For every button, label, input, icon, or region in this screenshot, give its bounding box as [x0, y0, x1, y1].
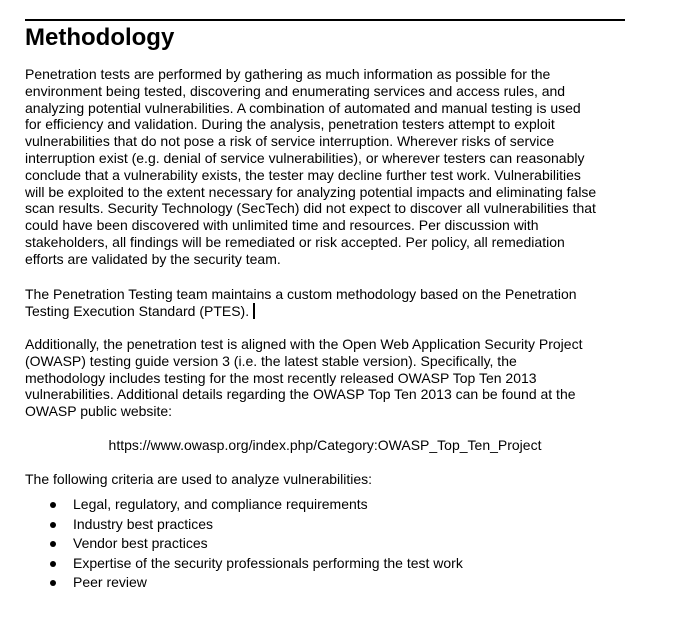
bullet-icon	[50, 502, 56, 508]
paragraph-line: vulnerabilities that do not pose a risk of service interruption. Wherever risks of service	[25, 133, 555, 150]
paragraph-line: Penetration tests are performed by gathering as much information as possible for the	[25, 66, 551, 82]
paragraph-line: for efficiency and validation. During the analysis, penetration testers attempt to exploit	[25, 116, 555, 133]
ptes-paragraph[interactable]	[25, 286, 625, 320]
list-item[interactable]	[25, 554, 463, 574]
owasp-url-text[interactable]: https://www.owasp.org/index.php/Category:OWASP_Top_Ten_Project	[108, 437, 542, 453]
list-item[interactable]	[25, 495, 463, 515]
paragraph-line: could have been discovered with unlimited time and resources. Per discussion with	[25, 217, 539, 234]
list-item-label: Expertise of the security professionals performing the test work	[73, 554, 463, 571]
paragraph-line: stakeholders, all findings will be remediated or risk accepted. Per policy, all remediation	[25, 233, 565, 250]
methodology-paragraph[interactable]	[25, 66, 625, 268]
paragraph-line: scan results. Security Technology (SecTech) did not expect to discover all vulnerabilities that	[25, 200, 596, 217]
list-item[interactable]	[25, 534, 463, 554]
text-cursor	[253, 303, 255, 319]
paragraph-line: efforts are validated by the security team.	[25, 250, 281, 267]
bullet-icon	[50, 561, 56, 567]
paragraph-line: OWASP public website:	[25, 403, 173, 420]
paragraph-line: Additionally, the penetration test is aligned with the Open Web Application Security Project	[25, 336, 583, 352]
bullet-icon	[50, 580, 56, 586]
owasp-paragraph[interactable]	[25, 336, 625, 420]
paragraph-line: analyzing potential vulnerabilities. A combination of automated and manual testing is used	[25, 99, 581, 116]
list-item[interactable]	[25, 515, 463, 535]
criteria-intro: The following criteria are used to analyze vulnerabilities:	[25, 471, 373, 487]
bullet-icon	[50, 541, 56, 547]
section-heading: Methodology	[25, 24, 175, 51]
bullet-icon	[50, 522, 56, 528]
paragraph-line: The Penetration Testing team maintains a custom methodology based on the Penetration	[25, 286, 577, 302]
list-item-label: Peer review	[73, 574, 147, 591]
paragraph-line-with-cursor	[25, 303, 625, 320]
paragraph-line: conclude that a vulnerability exists, the tester may decline further test work. Vulnerabilities	[25, 166, 581, 183]
paragraph-line: methodology includes testing for the most recently released OWASP Top Ten 2013	[25, 369, 537, 386]
list-item[interactable]	[25, 573, 463, 593]
paragraph-line: (OWASP) testing guide version 3 (i.e. the latest stable version). Specifically, the	[25, 352, 517, 369]
list-item-label: Legal, regulatory, and compliance requirements	[73, 496, 368, 512]
criteria-list	[25, 495, 463, 593]
paragraph-line-text: Testing Execution Standard (PTES).	[25, 302, 250, 319]
header-divider	[25, 19, 625, 21]
paragraph-line: environment being tested, discovering and enumerating services and access rules, and	[25, 82, 566, 99]
paragraph-line: vulnerabilities. Additional details regarding the OWASP Top Ten 2013 can be found at the	[25, 386, 576, 403]
list-item-label: Vendor best practices	[73, 535, 208, 552]
paragraph-line: will be exploited to the extent necessary for analyzing potential impacts and eliminating false	[25, 183, 597, 200]
list-item-label: Industry best practices	[73, 515, 214, 532]
paragraph-line: interruption exist (e.g. denial of service vulnerabilities), or wherever testers can reasonably	[25, 149, 585, 166]
